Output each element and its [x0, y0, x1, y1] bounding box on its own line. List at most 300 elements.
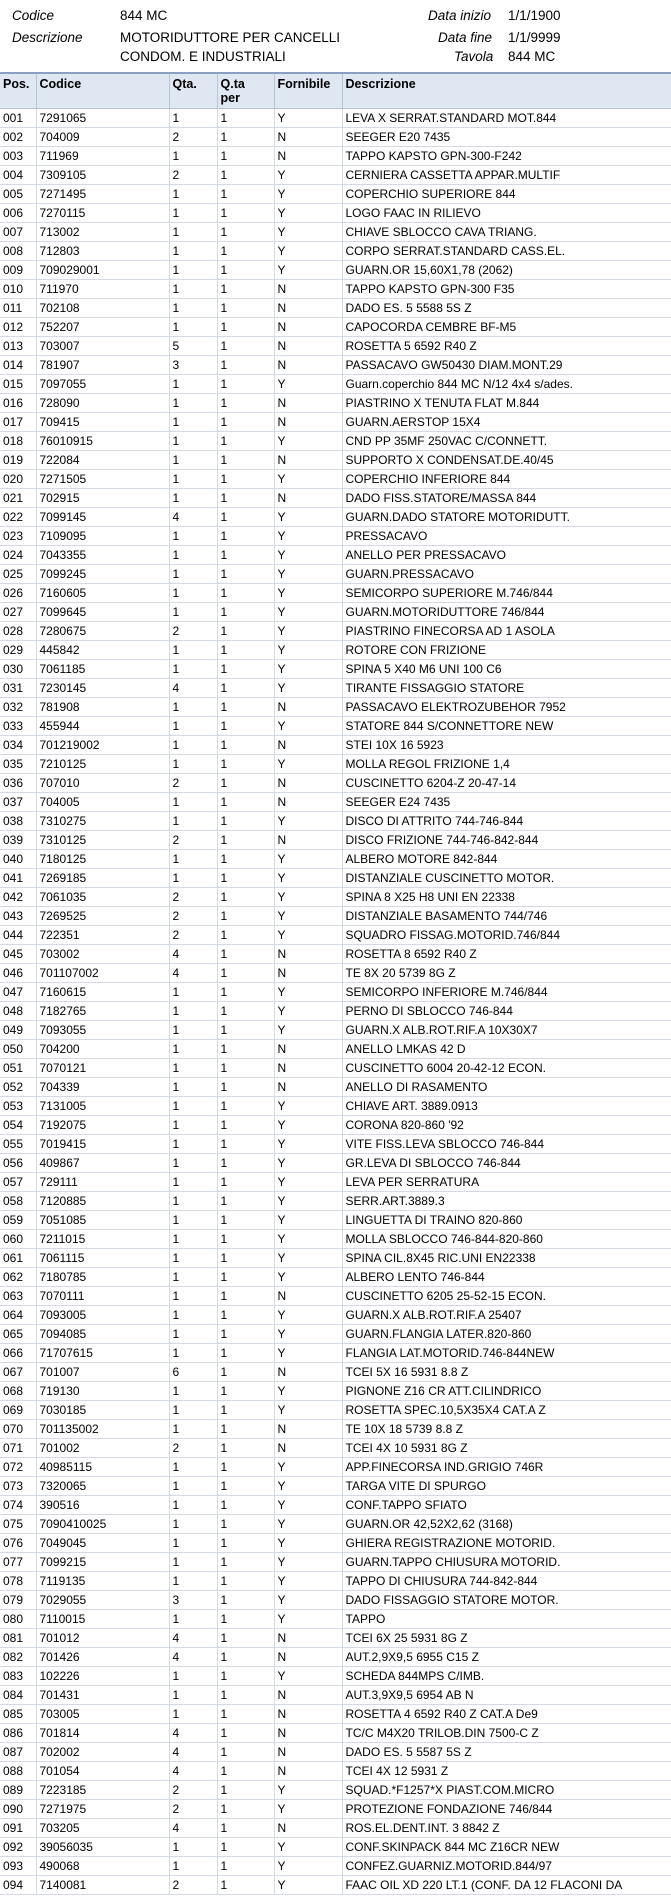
cell-qta-per: 1 — [217, 792, 274, 811]
cell-pos: 080 — [0, 1609, 36, 1628]
column-header-pos[interactable]: Pos. — [0, 73, 36, 108]
cell-qta: 1 — [169, 1381, 217, 1400]
cell-codice: 701002 — [36, 1438, 169, 1457]
table-row[interactable] — [0, 1381, 671, 1400]
cell-qta: 1 — [169, 241, 217, 260]
cell-fornibile: N — [274, 1704, 342, 1723]
cell-fornibile: Y — [274, 811, 342, 830]
cell-descrizione: ROTORE CON FRIZIONE — [342, 640, 671, 659]
cell-descrizione: ANELLO PER PRESSACAVO — [342, 545, 671, 564]
cell-pos: 030 — [0, 659, 36, 678]
table-row[interactable] — [0, 1514, 671, 1533]
cell-fornibile: Y — [274, 1875, 342, 1894]
table-row[interactable] — [0, 1248, 671, 1267]
cell-qta-per: 1 — [217, 260, 274, 279]
cell-fornibile: Y — [274, 887, 342, 906]
cell-codice: 7182765 — [36, 1001, 169, 1020]
cell-codice: 7094085 — [36, 1324, 169, 1343]
table-row[interactable] — [0, 412, 671, 431]
table-row[interactable] — [0, 1609, 671, 1628]
table-row[interactable] — [0, 849, 671, 868]
table-row[interactable] — [0, 1039, 671, 1058]
table-row[interactable] — [0, 773, 671, 792]
cell-fornibile: Y — [274, 1267, 342, 1286]
cell-fornibile: N — [274, 317, 342, 336]
cell-descrizione: MOLLA SBLOCCO 746-844-820-860 — [342, 1229, 671, 1248]
cell-qta-per: 1 — [217, 1058, 274, 1077]
table-row[interactable] — [0, 1343, 671, 1362]
cell-fornibile: Y — [274, 621, 342, 640]
table-row[interactable] — [0, 1476, 671, 1495]
cell-qta-per: 1 — [217, 564, 274, 583]
cell-codice: 102226 — [36, 1666, 169, 1685]
table-row[interactable] — [0, 1077, 671, 1096]
cell-fornibile: N — [274, 355, 342, 374]
cell-qta-per: 1 — [217, 1362, 274, 1381]
cell-pos: 090 — [0, 1799, 36, 1818]
cell-descrizione: VITE FISS.LEVA SBLOCCO 746-844 — [342, 1134, 671, 1153]
table-row[interactable] — [0, 146, 671, 165]
table-row[interactable] — [0, 1495, 671, 1514]
cell-pos: 073 — [0, 1476, 36, 1495]
cell-codice: 7049045 — [36, 1533, 169, 1552]
cell-qta: 1 — [169, 697, 217, 716]
table-row[interactable] — [0, 1210, 671, 1229]
cell-pos: 083 — [0, 1666, 36, 1685]
cell-qta: 1 — [169, 374, 217, 393]
cell-codice: 7269525 — [36, 906, 169, 925]
cell-pos: 021 — [0, 488, 36, 507]
cell-codice: 701054 — [36, 1761, 169, 1780]
table-row[interactable] — [0, 1723, 671, 1742]
cell-qta: 1 — [169, 1229, 217, 1248]
cell-qta-per: 1 — [217, 1020, 274, 1039]
cell-pos: 048 — [0, 1001, 36, 1020]
cell-fornibile: N — [274, 336, 342, 355]
table-row[interactable] — [0, 1780, 671, 1799]
table-row[interactable] — [0, 640, 671, 659]
cell-descrizione: LEVA X SERRAT.STANDARD MOT.844 — [342, 108, 671, 127]
cell-descrizione: SEMICORPO INFERIORE M.746/844 — [342, 982, 671, 1001]
cell-descrizione: SQUADRO FISSAG.MOTORID.746/844 — [342, 925, 671, 944]
cell-qta-per: 1 — [217, 1552, 274, 1571]
cell-descrizione: ROSETTA 8 6592 R40 Z — [342, 944, 671, 963]
cell-codice: 7271975 — [36, 1799, 169, 1818]
table-row[interactable] — [0, 450, 671, 469]
table-row[interactable] — [0, 469, 671, 488]
table-row[interactable] — [0, 127, 671, 146]
cell-codice: 719130 — [36, 1381, 169, 1400]
descrizione-label: Descrizione — [12, 30, 83, 45]
table-row[interactable] — [0, 1419, 671, 1438]
cell-codice: 7160615 — [36, 982, 169, 1001]
cell-codice: 7271495 — [36, 184, 169, 203]
table-row[interactable] — [0, 1191, 671, 1210]
cell-descrizione: SPINA CIL.8X45 RIC.UNI EN22338 — [342, 1248, 671, 1267]
column-header-qta[interactable]: Qta. — [169, 73, 217, 108]
table-row[interactable] — [0, 621, 671, 640]
cell-descrizione: FAAC OIL XD 220 LT.1 (CONF. DA 12 FLACONI DA — [342, 1875, 671, 1894]
column-header-descrizione[interactable]: Descrizione — [342, 73, 671, 108]
cell-pos: 039 — [0, 830, 36, 849]
cell-codice: 7061035 — [36, 887, 169, 906]
column-header-codice[interactable]: Codice — [36, 73, 169, 108]
table-row[interactable] — [0, 374, 671, 393]
cell-pos: 043 — [0, 906, 36, 925]
cell-descrizione: SUPPORTO X CONDENSAT.DE.40/45 — [342, 450, 671, 469]
cell-descrizione: STEI 10X 16 5923 — [342, 735, 671, 754]
cell-qta: 1 — [169, 1172, 217, 1191]
cell-fornibile: Y — [274, 1609, 342, 1628]
cell-qta-per: 1 — [217, 241, 274, 260]
cell-codice: 701814 — [36, 1723, 169, 1742]
cell-descrizione: PIASTRINO FINECORSA AD 1 ASOLA — [342, 621, 671, 640]
cell-descrizione: PASSACAVO GW50430 DIAM.MONT.29 — [342, 355, 671, 374]
table-row[interactable] — [0, 583, 671, 602]
table-row[interactable] — [0, 165, 671, 184]
cell-descrizione: CHIAVE SBLOCCO CAVA TRIANG. — [342, 222, 671, 241]
table-row[interactable] — [0, 526, 671, 545]
cell-qta-per: 1 — [217, 1875, 274, 1894]
table-row[interactable] — [0, 868, 671, 887]
cell-pos: 055 — [0, 1134, 36, 1153]
cell-fornibile: Y — [274, 1552, 342, 1571]
cell-codice: 7180125 — [36, 849, 169, 868]
cell-pos: 092 — [0, 1837, 36, 1856]
cell-pos: 010 — [0, 279, 36, 298]
cell-codice: 704200 — [36, 1039, 169, 1058]
table-row[interactable] — [0, 1875, 671, 1894]
table-row[interactable] — [0, 1647, 671, 1666]
cell-qta-per: 1 — [217, 1476, 274, 1495]
cell-qta: 4 — [169, 1742, 217, 1761]
cell-pos: 011 — [0, 298, 36, 317]
table-row[interactable] — [0, 431, 671, 450]
cell-qta-per: 1 — [217, 507, 274, 526]
cell-qta: 1 — [169, 1248, 217, 1267]
table-row[interactable] — [0, 944, 671, 963]
cell-descrizione: GUARN.PRESSACAVO — [342, 564, 671, 583]
cell-qta: 1 — [169, 1286, 217, 1305]
cell-qta-per: 1 — [217, 1001, 274, 1020]
table-row[interactable] — [0, 1590, 671, 1609]
cell-descrizione: TAPPO KAPSTO GPN-300-F242 — [342, 146, 671, 165]
table-row[interactable] — [0, 184, 671, 203]
table-row[interactable] — [0, 1229, 671, 1248]
table-row[interactable] — [0, 1571, 671, 1590]
cell-fornibile: Y — [274, 849, 342, 868]
cell-qta: 1 — [169, 317, 217, 336]
cell-fornibile: Y — [274, 1020, 342, 1039]
cell-codice: 701219002 — [36, 735, 169, 754]
table-row[interactable] — [0, 1001, 671, 1020]
cell-codice: 445842 — [36, 640, 169, 659]
cell-qta-per: 1 — [217, 1324, 274, 1343]
table-row[interactable] — [0, 1400, 671, 1419]
column-header-qta-per[interactable] — [217, 73, 274, 108]
cell-qta-per: 1 — [217, 1628, 274, 1647]
cell-descrizione: TE 8X 20 5739 8G Z — [342, 963, 671, 982]
cell-fornibile: Y — [274, 1457, 342, 1476]
cell-qta-per: 1 — [217, 1704, 274, 1723]
table-row[interactable] — [0, 1096, 671, 1115]
table-row[interactable] — [0, 1742, 671, 1761]
cell-qta-per: 1 — [217, 602, 274, 621]
table-row[interactable] — [0, 564, 671, 583]
table-row[interactable] — [0, 830, 671, 849]
table-row[interactable] — [0, 1153, 671, 1172]
table-row[interactable] — [0, 1799, 671, 1818]
table-row[interactable] — [0, 697, 671, 716]
tavola-value: 844 MC — [508, 49, 556, 64]
cell-qta: 1 — [169, 203, 217, 222]
cell-qta: 5 — [169, 336, 217, 355]
cell-qta-per: 1 — [217, 184, 274, 203]
cell-qta-per: 1 — [217, 317, 274, 336]
cell-qta: 1 — [169, 564, 217, 583]
table-body — [0, 108, 671, 1894]
cell-descrizione: COPERCHIO SUPERIORE 844 — [342, 184, 671, 203]
cell-codice: 7019415 — [36, 1134, 169, 1153]
cell-descrizione: SPINA 5 X40 M6 UNI 100 C6 — [342, 659, 671, 678]
cell-pos: 017 — [0, 412, 36, 431]
cell-fornibile: Y — [274, 640, 342, 659]
cell-qta-per: 1 — [217, 640, 274, 659]
table-row[interactable] — [0, 678, 671, 697]
cell-codice: 702915 — [36, 488, 169, 507]
cell-qta: 1 — [169, 1609, 217, 1628]
table-row[interactable] — [0, 1172, 671, 1191]
column-header-fornibile[interactable]: Fornibile — [274, 73, 342, 108]
table-row[interactable] — [0, 887, 671, 906]
table-row[interactable] — [0, 906, 671, 925]
cell-descrizione: TAPPO DI CHIUSURA 744-842-844 — [342, 1571, 671, 1590]
cell-pos: 007 — [0, 222, 36, 241]
cell-pos: 035 — [0, 754, 36, 773]
cell-descrizione: TAPPO — [342, 1609, 671, 1628]
cell-qta-per: 1 — [217, 1761, 274, 1780]
cell-codice: 7310125 — [36, 830, 169, 849]
cell-codice: 707010 — [36, 773, 169, 792]
cell-pos: 071 — [0, 1438, 36, 1457]
table-row[interactable] — [0, 1267, 671, 1286]
table-row[interactable] — [0, 1533, 671, 1552]
table-row[interactable] — [0, 1115, 671, 1134]
table-row[interactable] — [0, 241, 671, 260]
cell-pos: 029 — [0, 640, 36, 659]
table-row[interactable] — [0, 1020, 671, 1039]
cell-qta-per: 1 — [217, 849, 274, 868]
cell-qta: 2 — [169, 906, 217, 925]
cell-qta: 4 — [169, 1628, 217, 1647]
cell-descrizione: AUT.3,9X9,5 6954 AB N — [342, 1685, 671, 1704]
table-row[interactable] — [0, 735, 671, 754]
cell-codice: 704339 — [36, 1077, 169, 1096]
cell-qta-per: 1 — [217, 1115, 274, 1134]
cell-fornibile: Y — [274, 222, 342, 241]
cell-qta-per: 1 — [217, 146, 274, 165]
table-row[interactable] — [0, 488, 671, 507]
table-row[interactable] — [0, 1362, 671, 1381]
cell-fornibile: N — [274, 279, 342, 298]
cell-codice: 709415 — [36, 412, 169, 431]
table-row[interactable] — [0, 393, 671, 412]
cell-qta: 1 — [169, 1514, 217, 1533]
table-row[interactable] — [0, 963, 671, 982]
cell-qta-per: 1 — [217, 1514, 274, 1533]
table-row[interactable] — [0, 754, 671, 773]
table-row[interactable] — [0, 1685, 671, 1704]
table-row[interactable] — [0, 279, 671, 298]
cell-pos: 047 — [0, 982, 36, 1001]
cell-codice: 7119135 — [36, 1571, 169, 1590]
cell-pos: 065 — [0, 1324, 36, 1343]
cell-descrizione: Guarn.coperchio 844 MC N/12 4x4 s/ades. — [342, 374, 671, 393]
cell-qta: 4 — [169, 1818, 217, 1837]
cell-fornibile: Y — [274, 1229, 342, 1248]
cell-qta: 1 — [169, 1210, 217, 1229]
cell-qta: 2 — [169, 621, 217, 640]
table-row[interactable] — [0, 317, 671, 336]
cell-fornibile: Y — [274, 241, 342, 260]
cell-codice: 490068 — [36, 1856, 169, 1875]
cell-fornibile: N — [274, 1286, 342, 1305]
table-row[interactable] — [0, 336, 671, 355]
table-row[interactable] — [0, 1837, 671, 1856]
cell-codice: 7320065 — [36, 1476, 169, 1495]
table-row[interactable] — [0, 1628, 671, 1647]
cell-codice: 7271505 — [36, 469, 169, 488]
cell-qta: 1 — [169, 583, 217, 602]
cell-qta: 1 — [169, 1305, 217, 1324]
table-row[interactable] — [0, 355, 671, 374]
cell-qta-per: 1 — [217, 716, 274, 735]
table-row[interactable] — [0, 203, 671, 222]
table-row[interactable] — [0, 1761, 671, 1780]
cell-qta: 1 — [169, 792, 217, 811]
cell-pos: 027 — [0, 602, 36, 621]
table-row[interactable] — [0, 545, 671, 564]
cell-descrizione: LOGO FAAC IN RILIEVO — [342, 203, 671, 222]
cell-qta: 1 — [169, 1153, 217, 1172]
cell-fornibile: N — [274, 1742, 342, 1761]
table-row[interactable] — [0, 1552, 671, 1571]
cell-qta: 1 — [169, 1058, 217, 1077]
cell-qta-per: 1 — [217, 469, 274, 488]
cell-qta: 1 — [169, 412, 217, 431]
table-row[interactable] — [0, 1305, 671, 1324]
cell-qta-per: 1 — [217, 1381, 274, 1400]
cell-descrizione: MOLLA REGOL FRIZIONE 1,4 — [342, 754, 671, 773]
cell-qta-per: 1 — [217, 355, 274, 374]
cell-pos: 023 — [0, 526, 36, 545]
cell-pos: 013 — [0, 336, 36, 355]
table-row[interactable] — [0, 811, 671, 830]
cell-codice: 7109095 — [36, 526, 169, 545]
table-row[interactable] — [0, 1457, 671, 1476]
cell-pos: 053 — [0, 1096, 36, 1115]
cell-fornibile: N — [274, 830, 342, 849]
cell-codice: 7211015 — [36, 1229, 169, 1248]
cell-codice: 752207 — [36, 317, 169, 336]
table-row[interactable] — [0, 1666, 671, 1685]
data-fine-label: Data fine — [438, 30, 493, 45]
table-row[interactable] — [0, 659, 671, 678]
table-row[interactable] — [0, 792, 671, 811]
cell-codice: 712803 — [36, 241, 169, 260]
cell-pos: 091 — [0, 1818, 36, 1837]
cell-qta-per: 1 — [217, 1134, 274, 1153]
cell-qta-per: 1 — [217, 1400, 274, 1419]
cell-fornibile: N — [274, 1438, 342, 1457]
cell-pos: 051 — [0, 1058, 36, 1077]
cell-descrizione: PROTEZIONE FONDAZIONE 746/844 — [342, 1799, 671, 1818]
table-row[interactable] — [0, 298, 671, 317]
cell-qta: 1 — [169, 1400, 217, 1419]
cell-codice: 7097055 — [36, 374, 169, 393]
cell-codice: 703005 — [36, 1704, 169, 1723]
cell-fornibile: Y — [274, 583, 342, 602]
cell-pos: 014 — [0, 355, 36, 374]
table-row[interactable] — [0, 260, 671, 279]
cell-qta-per: 1 — [217, 1647, 274, 1666]
cell-pos: 060 — [0, 1229, 36, 1248]
cell-fornibile: Y — [274, 469, 342, 488]
cell-pos: 057 — [0, 1172, 36, 1191]
cell-descrizione: GUARN.MOTORIDUTTORE 746/844 — [342, 602, 671, 621]
cell-descrizione: LEVA PER SERRATURA — [342, 1172, 671, 1191]
table-row[interactable] — [0, 1704, 671, 1723]
cell-fornibile: Y — [274, 1476, 342, 1495]
cell-fornibile: N — [274, 1818, 342, 1837]
table-row[interactable] — [0, 982, 671, 1001]
cell-pos: 089 — [0, 1780, 36, 1799]
cell-codice: 781908 — [36, 697, 169, 716]
table-row[interactable] — [0, 1856, 671, 1875]
cell-codice: 7270115 — [36, 203, 169, 222]
table-row[interactable] — [0, 222, 671, 241]
cell-fornibile: N — [274, 450, 342, 469]
table-row[interactable] — [0, 1818, 671, 1837]
cell-codice: 7192075 — [36, 1115, 169, 1134]
table-row[interactable] — [0, 507, 671, 526]
cell-fornibile: Y — [274, 1153, 342, 1172]
cell-codice: 728090 — [36, 393, 169, 412]
table-row[interactable] — [0, 1134, 671, 1153]
cell-pos: 064 — [0, 1305, 36, 1324]
cell-qta: 1 — [169, 1039, 217, 1058]
table-row[interactable] — [0, 1058, 671, 1077]
table-row[interactable] — [0, 1324, 671, 1343]
cell-pos: 054 — [0, 1115, 36, 1134]
cell-pos: 033 — [0, 716, 36, 735]
table-row[interactable] — [0, 716, 671, 735]
table-row[interactable] — [0, 1286, 671, 1305]
table-row[interactable] — [0, 1438, 671, 1457]
cell-descrizione: DISCO FRIZIONE 744-746-842-844 — [342, 830, 671, 849]
cell-pos: 070 — [0, 1419, 36, 1438]
cell-codice: 7061185 — [36, 659, 169, 678]
cell-codice: 7099245 — [36, 564, 169, 583]
cell-pos: 087 — [0, 1742, 36, 1761]
cell-descrizione: SEMICORPO SUPERIORE M.746/844 — [342, 583, 671, 602]
cell-fornibile: Y — [274, 754, 342, 773]
table-row[interactable] — [0, 925, 671, 944]
tavola-label: Tavola — [454, 49, 494, 64]
cell-fornibile: N — [274, 735, 342, 754]
table-row[interactable] — [0, 108, 671, 127]
table-row[interactable] — [0, 602, 671, 621]
